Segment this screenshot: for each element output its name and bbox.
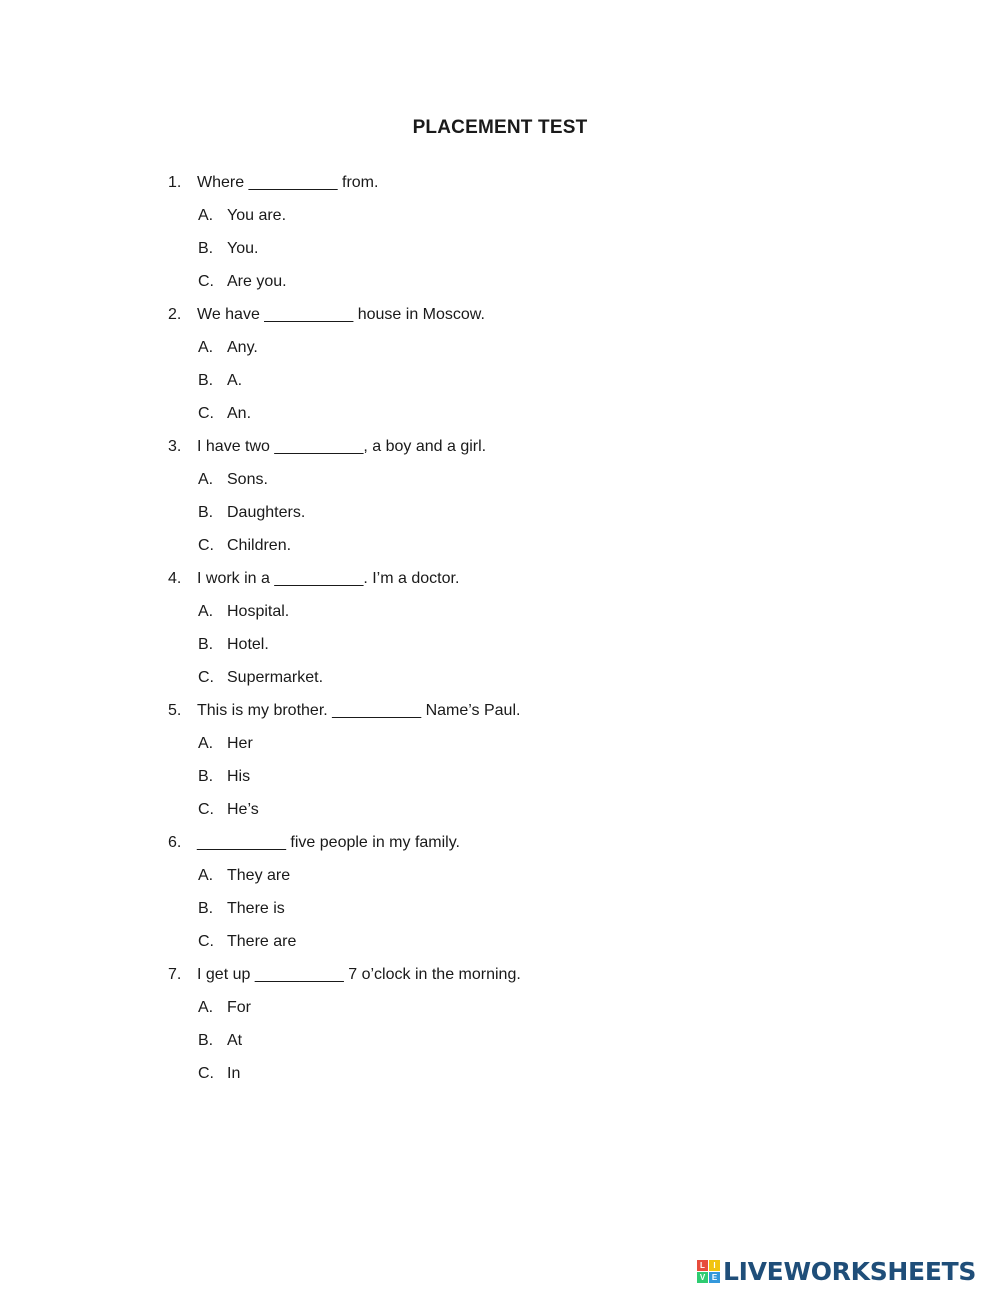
logo-text: LIVEWORKSHEETS [723,1256,977,1286]
question-text: I work in a __________. I’m a doctor. [197,570,460,587]
option-1b[interactable] [168,232,868,265]
option-letter: B. [198,240,214,257]
option-6c[interactable] [168,925,868,958]
question-5 [168,694,868,727]
option-letter: A. [198,603,214,620]
option-letter: C. [198,669,214,686]
logo-blocks-icon [697,1260,720,1283]
question-1 [168,166,868,199]
option-5a[interactable] [168,727,868,760]
option-letter: A. [198,735,214,752]
logo-block-e: E [709,1272,720,1283]
option-letter: C. [198,1065,214,1082]
option-text: Her [227,735,253,752]
option-letter: C. [198,273,214,290]
question-text: I get up __________ 7 o’clock in the morning. [197,966,521,983]
option-letter: B. [198,768,214,785]
liveworksheets-watermark [697,1256,976,1286]
question-number: 5. [168,702,182,719]
option-2c[interactable] [168,397,868,430]
question-number: 6. [168,834,182,851]
question-number: 2. [168,306,182,323]
option-text: They are [227,867,291,884]
option-text: His [227,768,251,785]
option-text: Supermarket. [227,669,324,686]
logo-block-l: L [697,1260,708,1271]
option-text: You. [227,240,259,257]
option-letter: A. [198,867,214,884]
option-3b[interactable] [168,496,868,529]
option-text: Are you. [227,273,287,290]
option-text: Any. [227,339,258,356]
option-5c[interactable] [168,793,868,826]
option-letter: C. [198,405,214,422]
option-letter: C. [198,933,214,950]
option-letter: C. [198,537,214,554]
question-number: 7. [168,966,182,983]
option-letter: B. [198,636,214,653]
option-letter: A. [198,339,214,356]
option-text: Children. [227,537,292,554]
option-3a[interactable] [168,463,868,496]
page-title: PLACEMENT TEST [412,117,588,138]
logo-block-v: V [697,1272,708,1283]
question-4 [168,562,868,595]
option-letter: A. [198,999,214,1016]
question-number: 3. [168,438,182,455]
option-5b[interactable] [168,760,868,793]
question-number: 4. [168,570,182,587]
option-letter: A. [198,207,214,224]
option-7a[interactable] [168,991,868,1024]
option-4b[interactable] [168,628,868,661]
question-list [168,166,868,1090]
option-text: At [227,1032,243,1049]
option-letter: B. [198,900,214,917]
option-letter: B. [198,1032,214,1049]
option-letter: C. [198,801,214,818]
question-text: __________ five people in my family. [197,834,460,851]
option-text: You are. [227,207,287,224]
option-text: Hotel. [227,636,269,653]
option-text: In [227,1065,241,1082]
option-text: For [227,999,251,1016]
option-4a[interactable] [168,595,868,628]
option-6a[interactable] [168,859,868,892]
option-2b[interactable] [168,364,868,397]
option-text: An. [227,405,252,422]
question-text: We have __________ house in Moscow. [197,306,485,323]
option-text: Sons. [227,471,268,488]
option-2a[interactable] [168,331,868,364]
option-text: Hospital. [227,603,290,620]
option-text: He’s [227,801,259,818]
option-text: There is [227,900,285,917]
question-number: 1. [168,174,182,191]
question-7 [168,958,868,991]
option-3c[interactable] [168,529,868,562]
option-4c[interactable] [168,661,868,694]
question-2 [168,298,868,331]
question-text: Where __________ from. [197,174,379,191]
option-text: Daughters. [227,504,306,521]
option-letter: B. [198,504,214,521]
option-7b[interactable] [168,1024,868,1057]
question-text: I have two __________, a boy and a girl. [197,438,487,455]
option-6b[interactable] [168,892,868,925]
option-letter: A. [198,471,214,488]
option-1c[interactable] [168,265,868,298]
question-3 [168,430,868,463]
option-1a[interactable] [168,199,868,232]
option-text: A. [227,372,243,389]
question-6 [168,826,868,859]
logo-block-i: I [709,1260,720,1271]
question-text: This is my brother. __________ Name’s Paul. [197,702,521,719]
option-7c[interactable] [168,1057,868,1090]
option-text: There are [227,933,297,950]
option-letter: B. [198,372,214,389]
